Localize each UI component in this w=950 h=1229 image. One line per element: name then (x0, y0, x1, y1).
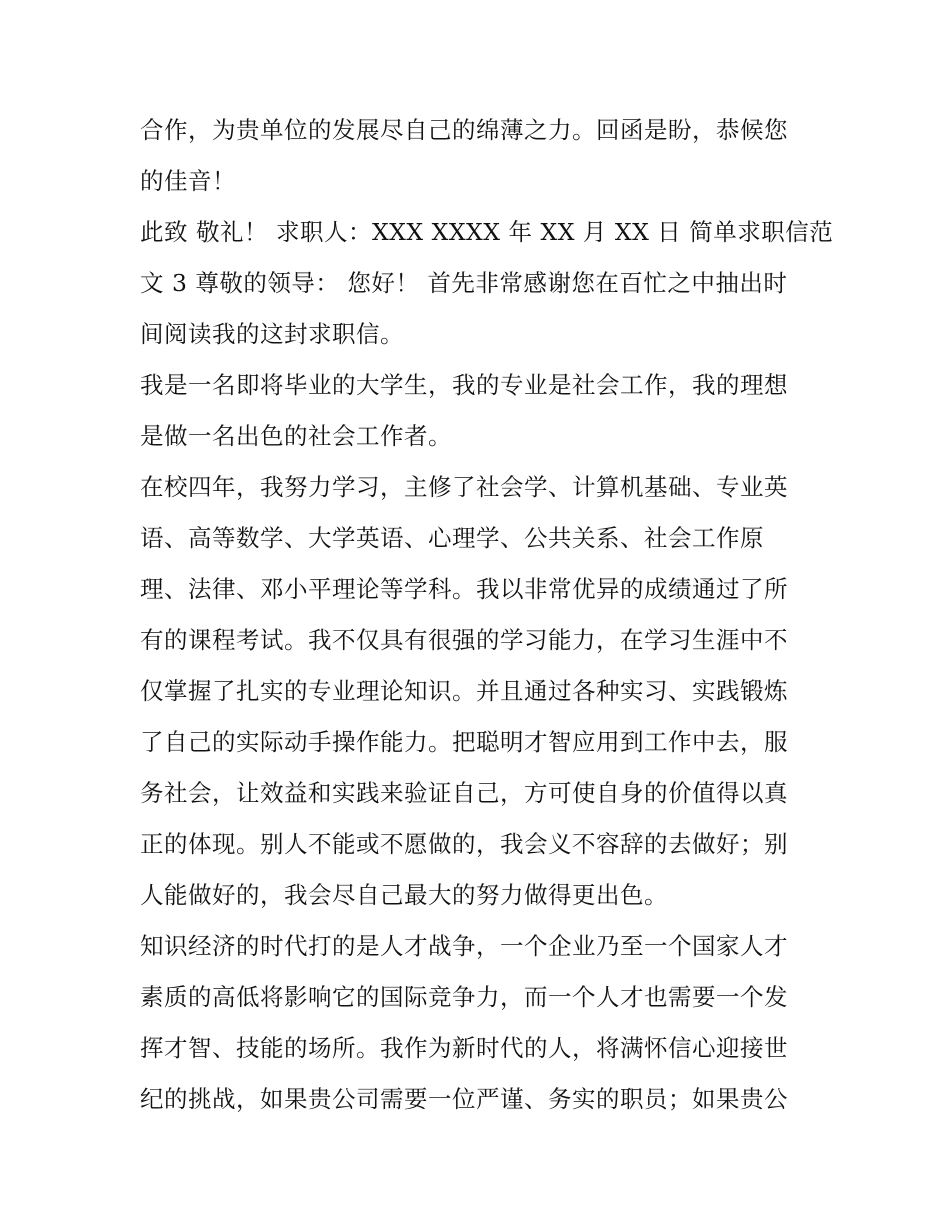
text-line: 正的体现。别人不能或不愿做的，我会义不容辞的去做好；别 (140, 830, 788, 858)
text-line: 在校四年，我努力学习，主修了社会学、计算机基础、专业英 (140, 473, 788, 501)
text-line: 有的课程考试。我不仅具有很强的学习能力，在学习生涯中不 (140, 626, 788, 654)
text-line: 务社会，让效益和实践来验证自己，方可使自身的价值得以真 (140, 779, 788, 807)
text-line: 理、法律、邓小平理论等学科。我以非常优异的成绩通过了所 (140, 575, 788, 603)
text-line: 我是一名即将毕业的大学生，我的专业是社会工作，我的理想 (140, 371, 788, 399)
text-line: 知识经济的时代打的是人才战争，一个企业乃至一个国家人才 (140, 932, 788, 960)
text-line: 是做一名出色的社会工作者。 (140, 422, 452, 450)
text-line: 此致 敬礼！ 求职人：XXX XXXX 年 XX 月 XX 日 简单求职信范 (140, 218, 834, 246)
text-line: 挥才智、技能的场所。我作为新时代的人，将满怀信心迎接世 (140, 1034, 788, 1062)
text-line: 人能做好的，我会尽自己最大的努力做得更出色。 (140, 881, 668, 909)
text-line: 合作，为贵单位的发展尽自己的绵薄之力。回函是盼，恭候您 (140, 116, 788, 144)
text-line: 纪的挑战，如果贵公司需要一位严谨、务实的职员；如果贵公 (140, 1085, 788, 1113)
text-line: 语、高等数学、大学英语、心理学、公共关系、社会工作原 (140, 524, 764, 552)
document-body (140, 105, 834, 1125)
text-line: 仅掌握了扎实的专业理论知识。并且通过各种实习、实践锻炼 (140, 677, 788, 705)
text-line: 文 3 尊敬的领导： 您好！ 首先非常感谢您在百忙之中抽出时 (140, 269, 788, 297)
text-line: 了自己的实际动手操作能力。把聪明才智应用到工作中去，服 (140, 728, 788, 756)
text-line: 间阅读我的这封求职信。 (140, 320, 404, 348)
text-line: 的佳音！ (140, 167, 236, 195)
text-line: 素质的高低将影响它的国际竞争力，而一个人才也需要一个发 (140, 983, 788, 1011)
